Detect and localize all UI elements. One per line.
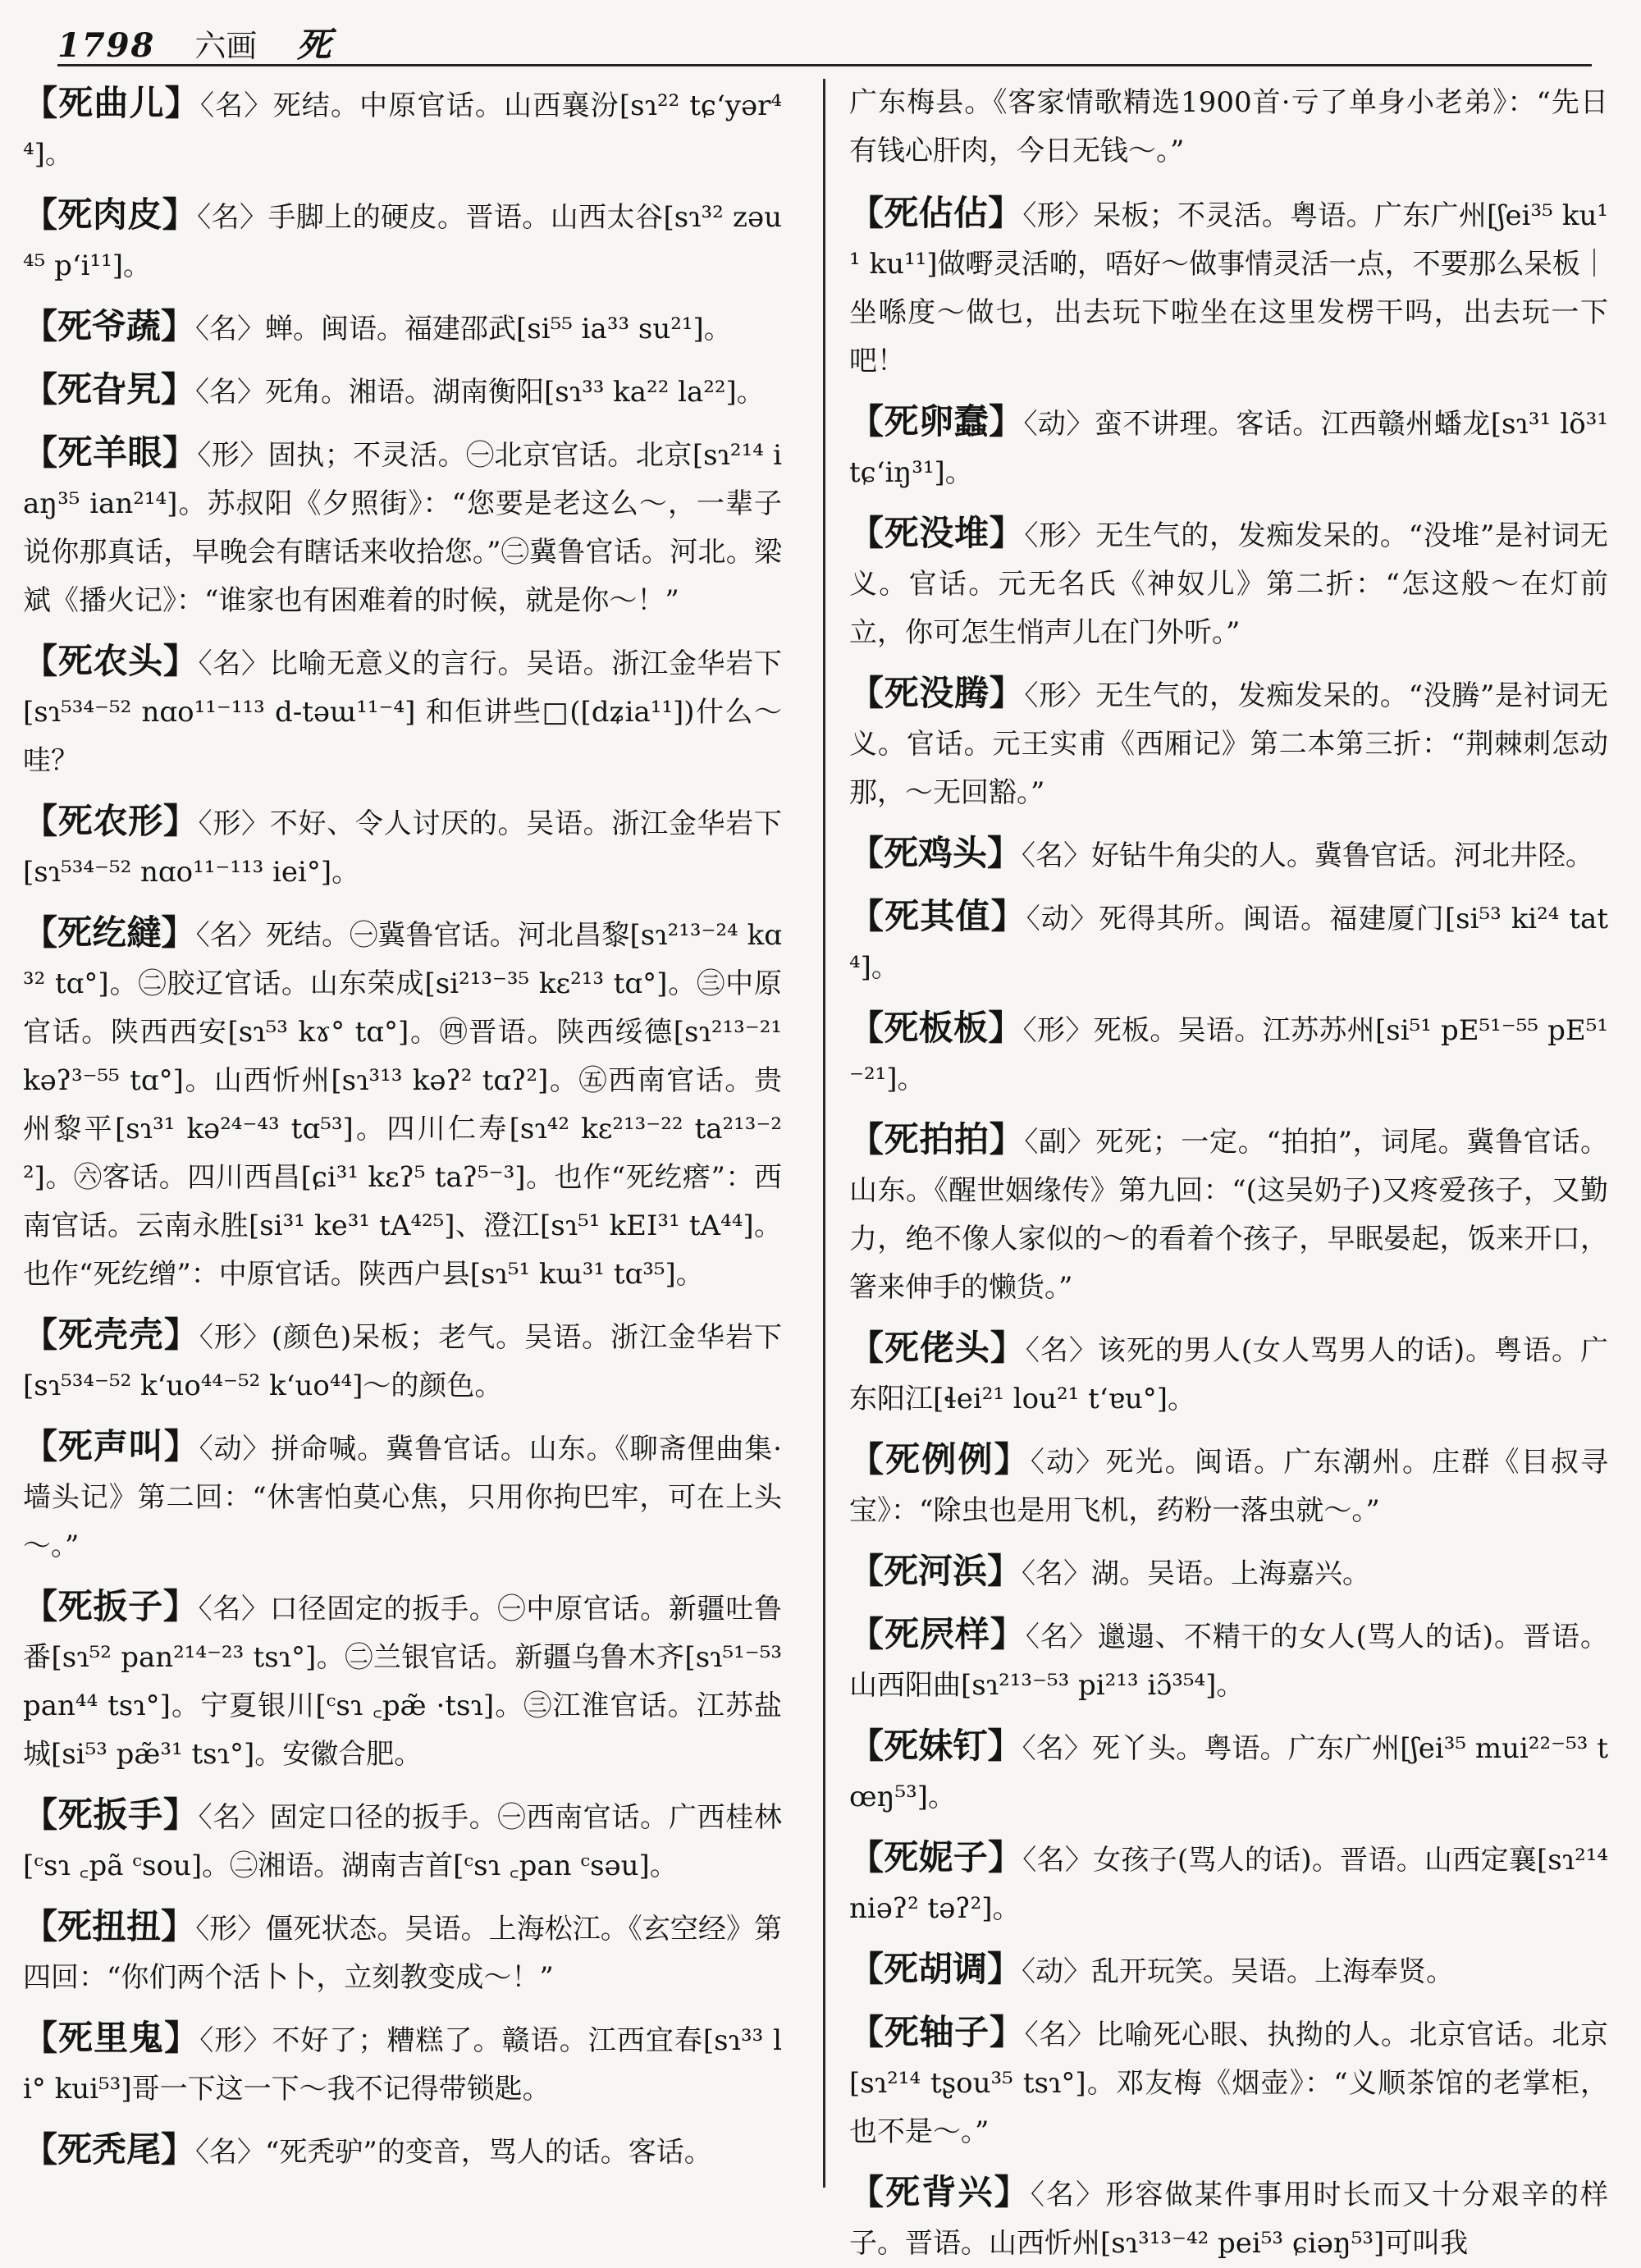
entry-headword: 【死农头】	[23, 641, 199, 681]
entry-headword: 【死声叫】	[23, 1426, 199, 1466]
entry-definition: 〈形〉不好、令人讨厌的。吴语。浙江金华岩下[sɿ⁵³⁴⁻⁵² nɑo¹¹⁻¹¹³ iei°]。	[23, 807, 782, 889]
entry-headword: 【死扭扭】	[23, 1906, 196, 1946]
entry-headword: 【死爷蔬】	[23, 306, 196, 346]
entry-headword: 【死河浜】	[849, 1551, 1022, 1591]
entry-headword: 【死农形】	[23, 801, 199, 841]
entry-definition: 〈动〉死得其所。闽语。福建厦门[si⁵³ ki²⁴ tat⁴]。	[849, 903, 1608, 984]
dictionary-entry	[23, 1902, 782, 2002]
entry-headword: 【死没腾】	[849, 673, 1025, 713]
entry-definition: 〈名〉“死秃驴”的变音，骂人的话。客话。	[195, 2136, 712, 2169]
entry-headword: 【死屄样】	[849, 1614, 1026, 1654]
dictionary-entry	[23, 302, 782, 354]
dictionary-entry	[23, 1790, 782, 1891]
entry-definition: 〈名〉比喻无意义的言行。吴语。浙江金华岩下[sɿ⁵³⁴⁻⁵² nɑo¹¹⁻¹¹³ d-təɯ¹¹⁻⁴] 和佢讲些□([dʑia¹¹])什么～哇？	[23, 647, 782, 777]
dictionary-entry	[849, 1004, 1608, 1104]
dictionary-entry	[849, 1945, 1608, 1996]
dictionary-entry	[849, 397, 1608, 497]
entry-definition: 〈名〉死结。中原官话。山西襄汾[sɿ²² tɕʻyər⁴⁴]。	[23, 89, 782, 171]
entry-headword: 【死佔佔】	[849, 193, 1023, 233]
entry-headword: 【死佬头】	[849, 1328, 1026, 1368]
entry-definition: 〈名〉手脚上的硬皮。晋语。山西太谷[sɿ³² zəu⁴⁵ pʻi¹¹]。	[23, 201, 782, 282]
entry-definition: 〈名〉湖。吴语。上海嘉兴。	[1022, 1557, 1371, 1590]
dictionary-entry	[23, 190, 782, 290]
left-column	[23, 79, 782, 2196]
dictionary-entry	[23, 2125, 782, 2177]
dictionary-entry	[849, 669, 1608, 817]
entry-headword: 【死肉皮】	[23, 194, 198, 235]
entry-definition: 〈名〉死丫头。粤语。广东广州[ʃei³⁵ mui²²⁻⁵³ tœŋ⁵³]。	[849, 1732, 1608, 1813]
entry-definition: 〈形〉固执；不灵活。㊀北京官话。北京[sɿ²¹⁴ iaŋ³⁵ ian²¹⁴]。苏叔阳《夕照街》：“您要是老这么～，一辈子说你那真话，早晚会有瞎话来收拾您。”㊁冀鲁官话。河北。梁斌《播火记》：“谁家也有困难着的时候，就是你～！”	[23, 439, 782, 617]
entry-definition: 〈形〉呆板；不灵活。粤语。广东广州[ʃei³⁵ ku¹¹ ku¹¹]做嘢灵活啲，唔好～做事情灵活一点，不要那么呆板｜坐喺度～做乜，出去玩下啦坐在这里发楞干吗，出去玩一下吧！	[849, 199, 1608, 377]
entry-definition: 〈动〉拼命喊。冀鲁官话。山东。《聊斋俚曲集·墙头记》第二回：“休害怕莫心焦，只用你拘巴牢，可在上头～。”	[23, 1433, 782, 1562]
entry-definition: 〈名〉好钻牛角尖的人。冀鲁官话。河北井陉。	[1022, 839, 1594, 872]
section-label: 六画	[194, 28, 258, 64]
entry-headword: 【死扳子】	[23, 1586, 199, 1626]
entry-headword: 【死秃尾】	[23, 2129, 196, 2170]
dictionary-entry	[23, 1582, 782, 1779]
entry-definition: 〈形〉(颜色)呆板；老气。吴语。浙江金华岩下[sɿ⁵³⁴⁻⁵² kʻuo⁴⁴⁻⁵² kʻuo⁴⁴]～的颜色。	[23, 1321, 782, 1402]
dictionary-entry	[849, 1547, 1608, 1598]
page-number: 1798	[57, 26, 156, 65]
entry-headword: 【死妮子】	[849, 1837, 1023, 1877]
entry-definition: 〈副〉死死；一定。“拍拍”，词尾。冀鲁官话。山东。《醒世姻缘传》第九回：“(这吴奶子)又疼爱孩子，又勤力，绝不像人家似的～的看着个孩子，早眠晏起，饭来开口，箸来伸手的懒货。”	[849, 1126, 1608, 1304]
entry-definition: 〈名〉死结。㊀冀鲁官话。河北昌黎[sɿ²¹³⁻²⁴ kɑ³² tɑ°]。㊁胶辽官话。山东荣成[si²¹³⁻³⁵ kɛ²¹³ tɑ°]。㊂中原官话。陕西西安[sɿ⁵³ kɤ° tɑ°]。㊃晋语。陕西绥德[sɿ²¹³⁻²¹ kəʔ³⁻⁵⁵ tɑ°]。山西忻州[sɿ³¹³ kəʔ² tɑʔ²]。㊄西南官话。贵州黎平[sɿ³¹ kə²⁴⁻⁴³ tɑ⁵³]。四川仁寿[sɿ⁴² kɛ²¹³⁻²² ta²¹³⁻²²]。㊅客话。四川西昌[ɕi³¹ kɛʔ⁵ taʔ⁵⁻³]。也作“死纥瘩”：西南官话。云南永胜[si³¹ ke³¹ tA⁴²⁵]、澄江[sɿ⁵¹ kEI³¹ tA⁴⁴]。也作“死纥缯”：中原官话。陕西户县[sɿ⁵¹ kɯ³¹ tɑ³⁵]。	[23, 919, 782, 1291]
entry-definition: 〈形〉僵死状态。吴语。上海松江。《玄空经》第四回：“你们两个活卜卜，立刻教变成～！”	[23, 1913, 782, 1994]
dictionary-entry	[849, 892, 1608, 992]
entry-headword: 【死其值】	[849, 896, 1026, 936]
entry-headword: 【死轴子】	[849, 2012, 1025, 2052]
entry-definition: 〈动〉乱开玩笑。吴语。上海奉贤。	[1022, 1955, 1455, 1988]
dictionary-entry	[849, 1324, 1608, 1424]
dictionary-entry	[849, 1115, 1608, 1312]
entry-headword: 【死壳壳】	[23, 1315, 199, 1355]
entry-definition: 〈名〉蝉。闽语。福建邵武[si⁵⁵ ia³³ su²¹]。	[195, 313, 732, 345]
dictionary-entry	[849, 189, 1608, 386]
entry-headword: 【死板板】	[849, 1008, 1023, 1048]
dictionary-entry	[849, 1610, 1608, 1710]
entry-definition: 〈动〉蛮不讲理。客话。江西赣州蟠龙[sɿ³¹ lõ³¹ tɕʻiŋ³¹]。	[849, 408, 1608, 489]
dictionary-entry	[23, 1310, 782, 1411]
dictionary-entry	[849, 2168, 1608, 2268]
dictionary-entry	[849, 2008, 1608, 2156]
entry-definition: 〈名〉比喻死心眼、执拗的人。北京官话。北京[sɿ²¹⁴ tʂou³⁵ tsɿ°]。邓友梅《烟壶》：“义顺茶馆的老掌柜，也不是～。”	[849, 2019, 1608, 2148]
entry-headword: 【死拍拍】	[849, 1119, 1025, 1159]
header-character: 死	[296, 25, 331, 65]
dictionary-entry	[849, 1722, 1608, 1822]
entry-definition: 〈形〉死板。吴语。江苏苏州[si⁵¹ pE⁵¹⁻⁵⁵ pE⁵¹⁻²¹]。	[849, 1014, 1608, 1095]
right-column	[849, 79, 1608, 2260]
entry-definition: 〈名〉女孩子(骂人的话)。晋语。山西定襄[sɿ²¹⁴ niəʔ² təʔ²]。	[849, 1844, 1608, 1925]
entry-headword: 【死例例】	[849, 1439, 1031, 1479]
entry-headword: 【死没堆】	[849, 513, 1025, 553]
entry-headword: 【死妹钉】	[849, 1726, 1022, 1766]
dictionary-entry	[23, 79, 782, 179]
dictionary-entry	[23, 637, 782, 785]
entry-definition: 〈名〉固定口径的扳手。㊀西南官话。广西桂林[ᶜsɿ ꜀pã ᶜsou]。㊁湘语。湖南吉首[ᶜsɿ ꜀pan ᶜsəu]。	[23, 1801, 782, 1882]
entry-definition: 〈名〉死角。湘语。湖南衡阳[sɿ³³ ka²² la²²]。	[195, 376, 765, 409]
dictionary-entry	[849, 1833, 1608, 1933]
continued-text: 广东梅县。《客家情歌精选1900首·亏了单身小老弟》：“先日有钱心肝肉，今日无钱～。”	[849, 86, 1608, 167]
dictionary-entry	[23, 365, 782, 417]
entry-headword: 【死鸡头】	[849, 833, 1022, 873]
entry-headword: 【死卵蠢】	[849, 401, 1024, 441]
entry-definition: 〈形〉不好了；糟糕了。赣语。江西宜春[sɿ³³ li° kui⁵³]哥一下这一下～我不记得带锁匙。	[23, 2024, 782, 2106]
entry-definition: 〈名〉口径固定的扳手。㊀中原官话。新疆吐鲁番[sɿ⁵² pan²¹⁴⁻²³ tsɿ°]。㊁兰银官话。新疆乌鲁木齐[sɿ⁵¹⁻⁵³ pan⁴⁴ tsɿ°]。宁夏银川[ᶜsɿ ꜀pæ̃ ·tsɿ]。㊂江淮官话。江苏盐城[si⁵³ pæ̃³¹ tsɿ°]。安徽合肥。	[23, 1593, 782, 1771]
entry-headword: 【死背兴】	[849, 2172, 1031, 2212]
entry-definition: 〈形〉无生气的，发痴发呆的。“没腾”是衬词无义。官话。元王实甫《西厢记》第二本第三折：“荆棘刺怎动那，～无回豁。”	[849, 679, 1608, 809]
dictionary-entry	[23, 1422, 782, 1571]
entry-headword: 【死纥繨】	[23, 912, 196, 953]
dictionary-entry	[849, 1435, 1608, 1535]
dictionary-entry	[23, 908, 782, 1299]
dictionary-entry	[849, 509, 1608, 657]
entry-headword: 【死旮旯】	[23, 369, 196, 409]
entry-definition: 〈名〉邋遢、不精干的女人(骂人的话)。晋语。山西阳曲[sɿ²¹³⁻⁵³ pi²¹³ iɔ̃³⁵⁴]。	[849, 1621, 1608, 1702]
entry-headword: 【死胡调】	[849, 1949, 1022, 1989]
entry-definition: 〈动〉死光。闽语。广东潮州。庄群《目叔寻宝》：“除虫也是用飞机，药粉一落虫就～。”	[849, 1446, 1608, 1527]
entry-headword: 【死里鬼】	[23, 2018, 200, 2058]
entry-headword: 【死扳手】	[23, 1795, 199, 1835]
entry-definition: 〈名〉形容做某件事用时长而又十分艰辛的样子。晋语。山西忻州[sɿ³¹³⁻⁴² pei⁵³ ɕiəŋ⁵³]可叫我	[849, 2179, 1608, 2260]
entry-definition: 〈形〉无生气的，发痴发呆的。“没堆”是衬词无义。官话。元无名氏《神奴儿》第二折：“怎这般～在灯前立，你可怎生悄声儿在门外听。”	[849, 519, 1608, 649]
column-divider	[823, 79, 825, 2188]
entry-definition: 〈名〉该死的男人(女人骂男人的话)。粤语。广东阳江[ɬei²¹ lou²¹ tʻɐu°]。	[849, 1334, 1608, 1415]
dictionary-entry	[849, 829, 1608, 880]
entry-headword: 【死羊眼】	[23, 432, 198, 473]
page-header	[57, 18, 1592, 66]
dictionary-entry	[23, 428, 782, 625]
dictionary-entry	[23, 2014, 782, 2114]
entry-headword: 【死曲儿】	[23, 83, 200, 123]
dictionary-entry	[23, 797, 782, 897]
